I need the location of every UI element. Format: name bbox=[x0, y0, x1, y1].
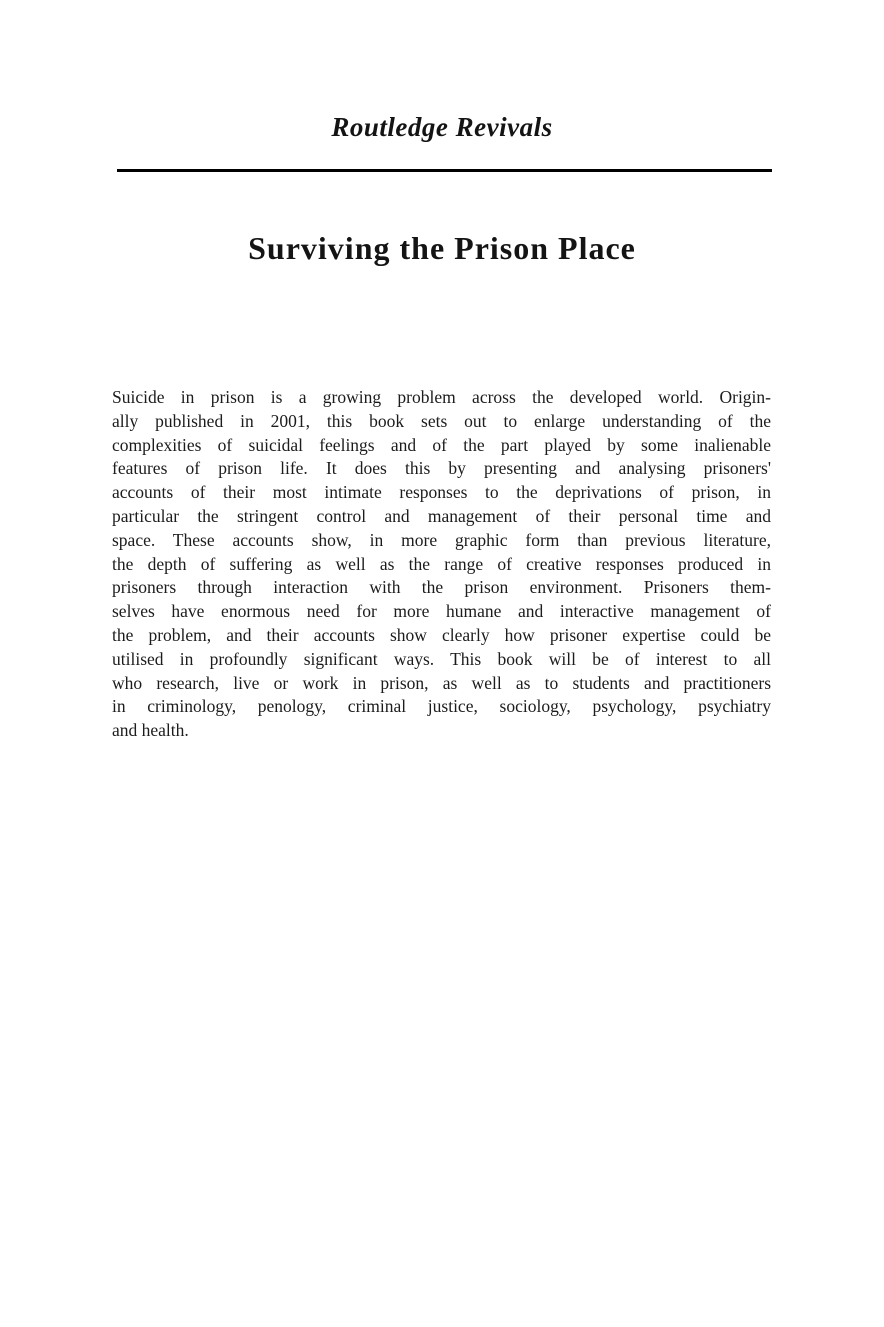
description-line: ally published in 2001, this book sets out to enlarge understanding of the bbox=[112, 410, 771, 431]
header-rule bbox=[117, 169, 772, 172]
description-line: complexities of suicidal feelings and of the part played by some inalienable bbox=[112, 434, 771, 455]
description-line: the problem, and their accounts show clearly how prisoner expertise could be bbox=[112, 624, 771, 645]
description-line: selves have enormous need for more humane and interactive management of bbox=[112, 601, 771, 622]
book-title: Surviving the Prison Place bbox=[248, 230, 636, 266]
series-label: Routledge Revivals bbox=[331, 112, 553, 142]
description-line: accounts of their most intimate responses to the deprivations of prison, in bbox=[112, 482, 771, 503]
book-description bbox=[112, 386, 771, 743]
description-line: the depth of suffering as well as the range of creative responses produced in bbox=[112, 553, 771, 574]
description-line: Suicide in prison is a growing problem across the developed world. Origin- bbox=[112, 387, 771, 407]
description-line: utilised in profoundly significant ways. This book will be of interest to all bbox=[112, 648, 771, 669]
description-line: particular the stringent control and management of their personal time and bbox=[112, 505, 771, 526]
description-line: prisoners through interaction with the prison environment. Prisoners them- bbox=[112, 577, 771, 598]
description-line: features of prison life. It does this by presenting and analysing prisoners' bbox=[112, 458, 771, 479]
description-line: who research, live or work in prison, as well as to students and practitioners bbox=[112, 672, 771, 693]
description-line: space. These accounts show, in more graphic form than previous literature, bbox=[112, 529, 771, 550]
description-line: and health. bbox=[112, 720, 189, 741]
description-line: in criminology, penology, criminal justice, sociology, psychology, psychiatry bbox=[112, 696, 771, 717]
